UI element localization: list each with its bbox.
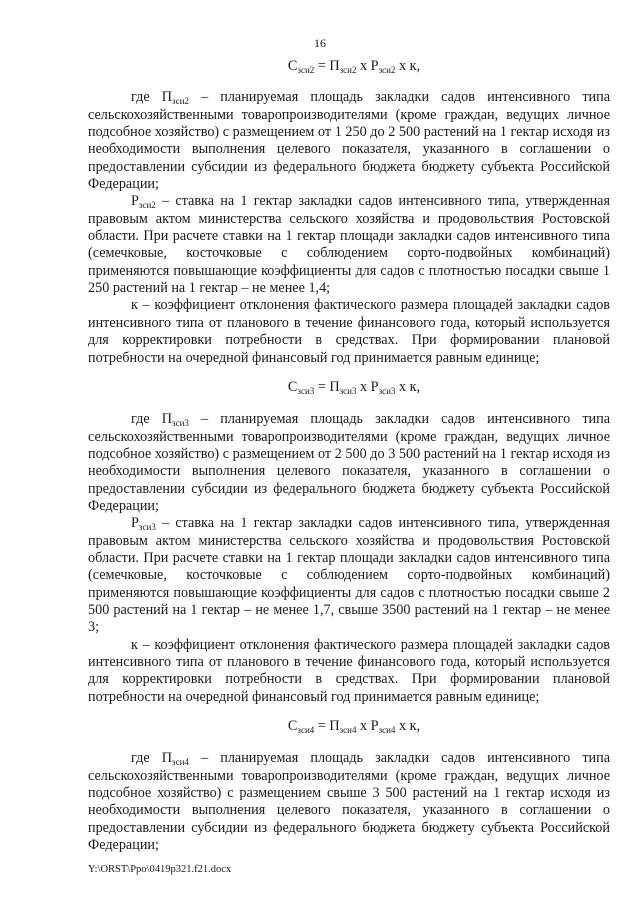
paragraph-p-zsi4-definition: где $П_{зси4}$ – планируемая площадь закладки садов интенсивного типа сельскохозяйственными товаропроизводителями (кроме граждан, ведущих личное подсобное хозяйство) с размещением свыше 3 500 растений на 1 гектар исходя из необходимости выполнения целевого показателя, указанного в соглашении о предоставлении субсидии из федерального бюджета бюджету субъекта Российской Федерации; xyxy=(88,750,611,854)
formula-c-zsi4: $С_{зси4} = П_{зси4}$ х $Р_{зси4}$ х к, xyxy=(287,718,421,736)
formula-c-zsi2: $С_{зси2} = П_{зси2}$ х $Р_{зси2}$ х к, xyxy=(287,58,421,75)
paragraph-k-definition: к – коэффициент отклонения фактического размера площадей закладки садов интенсивного типа от планового в течение финансового года, который используется для корректировки потребности в средствах. При формировании плановой потребности на очередной финансовый год принимается равным единице; xyxy=(88,297,610,366)
paragraph-r-zsi3-definition: $Р_{зси3}$ – ставка на 1 гектар закладки садов интенсивного типа, утвержденная правовым актом министерства сельского хозяйства и продовольствия Ростовской области. При расчете ставки на 1 гектар площади закладки садов интенсивного типа (семечковые, косточковые с соблюдением сорто-подвойных комбинаций) применяются повышающие коэффициенты для садов с плотностью посадки свыше 2 500 растений на 1 гектар – не менее 1,7, свыше 3500 растений на 1 гектар – не менее 3; xyxy=(88,515,610,636)
formula-c-zsi3: $С_{зси3} = П_{зси3}$ х $Р_{зси3}$ х к, xyxy=(287,378,421,396)
page-number: 16 xyxy=(314,36,326,50)
paragraph-p-zsi2-definition: где $П_{зси2}$ – планируемая площадь закладки садов интенсивного типа сельскохозяйственными товаропроизводителями (кроме граждан, ведущих личное подсобное хозяйство) с размещением от 1 250 до 2 500 растений на 1 гектар исходя из необходимости выполнения целевого показателя, указанного в соглашении о предоставлении субсидии из федерального бюджета бюджету субъекта Российской Федерации; xyxy=(88,89,611,193)
document-body xyxy=(88,58,610,854)
footer-file-path: Y:\ORST\Ppo\0419p321.f21.docx xyxy=(88,864,232,875)
paragraph-p-zsi3-definition: где $П_{зси3}$ – планируемая площадь закладки садов интенсивного типа сельскохозяйственными товаропроизводителями (кроме граждан, ведущих личное подсобное хозяйство) с размещением от 2 500 до 3 500 растений на 1 гектар исходя из необходимости выполнения целевого показателя, указанного в соглашении о предоставлении субсидии из федерального бюджета бюджету субъекта Российской Федерации; xyxy=(88,411,611,514)
paragraph-k-definition: к – коэффициент отклонения фактического размера площадей закладки садов интенсивного типа от планового в течение финансового года, который используется для корректировки потребности в средствах. При формировании плановой потребности на очередной финансовый год принимается равным единице; xyxy=(88,636,610,705)
paragraph-r-zsi2-definition: $Р_{зси2}$ – ставка на 1 гектар закладки садов интенсивного типа, утвержденная правовым актом министерства сельского хозяйства и продовольствия Ростовской области. При расчете ставки на 1 гектар площади закладки садов интенсивного типа (семечковые, косточковые с соблюдением сорто-подвойных комбинаций) применяются повышающие коэффициенты для садов с плотностью посадки свыше 1 250 растений на 1 гектар – не менее 1,4; xyxy=(88,193,610,297)
